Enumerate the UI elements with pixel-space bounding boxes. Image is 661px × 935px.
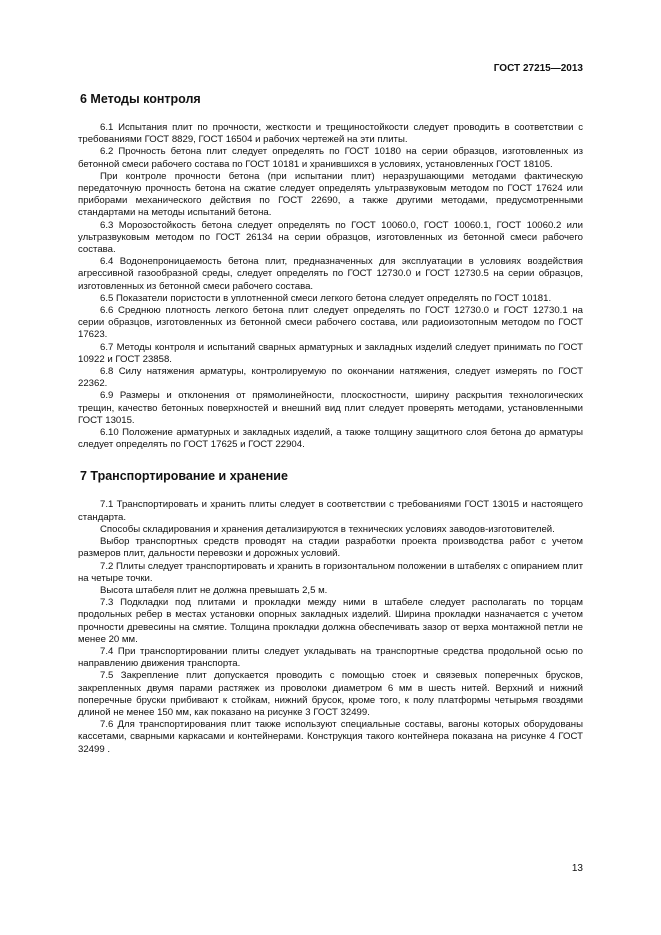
section-7-body — [78, 499, 583, 755]
paragraph: Способы складирования и хранения детализируются в технических условиях заводов-изготовителей. — [100, 523, 555, 535]
section-6-body — [78, 122, 583, 451]
paragraph: 7.5 Закрепление плит допускается проводить с помощью стоек и связевых поперечных брусков, закрепленных двумя парами растяжек из проволоки диаметром 6 мм в шесть нитей. Верхний и нижний поперечные бруски прибивают к стойкам, нижний брусок, кроме того, к полу платформы четырьмя гвоздями длиной не менее 150 мм, как показано на рисунке 3 ГОСТ 32499. — [78, 670, 583, 718]
paragraph: 7.3 Подкладки под плитами и прокладки между ними в штабеле следует располагать по торцам продольных ребер в местах установки опорных закладных изделий. Ширина прокладки назначается с учетом прочности древесины на смятие. Толщина прокладки должна обеспечивать зазор от верха монтажной петли не менее 20 мм. — [78, 597, 583, 645]
paragraph: 6.10 Положение арматурных и закладных изделий, а также толщину защитного слоя бетона до арматуры следует определять по ГОСТ 17625 и ГОСТ 22904. — [78, 427, 583, 451]
document-code: ГОСТ 27215—2013 — [493, 63, 583, 74]
section-6-title: 6 Методы контроля — [80, 92, 201, 106]
paragraph: 7.6 Для транспортирования плит также используют специальные составы, вагоны которых оборудованы кассетами, сварными каркасами и контейнерами. Конструкция такого контейнера показана на рисунке 4 ГОСТ 32499 . — [78, 719, 583, 755]
paragraph: При контроле прочности бетона (при испытании плит) неразрушающими методами фактическую передаточную прочность бетона на сжатие следует определять ультразвуковым методом по ГОСТ 17624 или приборами механического действия по ГОСТ 22690, а также другими методами, предусмотренными стандартами на методы испытаний бетона. — [78, 170, 583, 219]
paragraph: Высота штабеля плит не должна превышать 2,5 м. — [100, 584, 328, 596]
paragraph: 6.3 Морозостойкость бетона следует определять по ГОСТ 10060.0, ГОСТ 10060.1, ГОСТ 10060.2 или ультразвуковым методом по ГОСТ 26134 на серии образцов, изготовленных из бетонной смеси рабочего состава. — [78, 219, 583, 256]
paragraph: 6.4 Водонепроницаемость бетона плит, предназначенных для эксплуатации в условиях воздействия агрессивной газообразной среды, следует определять по ГОСТ 12730.0 и ГОСТ 12730.5 на серии образцов, изготовленных из бетонной смеси рабочего состава. — [78, 256, 583, 292]
page-number: 13 — [571, 863, 583, 874]
paragraph: 6.9 Размеры и отклонения от прямолинейности, плоскостности, ширину раскрытия технологических трещин, качество бетонных поверхностей и внешний вид плит следует проверять методами, установленными ГОСТ 13015. — [78, 390, 583, 426]
paragraph: 6.1 Испытания плит по прочности, жесткости и трещиностойкости следует проводить в соответствии с требованиями ГОСТ 8829, ГОСТ 16504 и рабочих чертежей на эти плиты. — [78, 122, 583, 146]
page-content — [78, 92, 583, 756]
paragraph: 6.6 Среднюю плотность легкого бетона плит следует определять по ГОСТ 12730.0 и ГОСТ 12730.1 на серии образцов, изготовленных из бетонной смеси рабочего состава, или радиоизотопным методом по ГОСТ 17623. — [78, 305, 583, 341]
paragraph: Выбор транспортных средств проводят на стадии разработки проекта производства работ с учетом размеров плит, дальности перевозки и дорожных условий. — [78, 536, 583, 560]
paragraph: 6.7 Методы контроля и испытаний сварных арматурных и закладных изделий следует принимать по ГОСТ 10922 и ГОСТ 23858. — [78, 341, 583, 365]
section-7-title: 7 Транспортирование и хранение — [80, 469, 288, 484]
paragraph: 6.5 Показатели пористости в уплотненной смеси легкого бетона следует определять по ГОСТ 10181. — [100, 292, 552, 304]
paragraph: 7.4 При транспортировании плиты следует укладывать на транспортные средства продольной осью по направлению движения транспорта. — [78, 645, 583, 670]
paragraph: 7.1 Транспортировать и хранить плиты следует в соответствии с требованиями ГОСТ 13015 и настоящего стандарта. — [78, 499, 583, 523]
paragraph: 7.2 Плиты следует транспортировать и хранить в горизонтальном положении в штабелях с опиранием плит на четыре точки. — [78, 560, 583, 584]
paragraph: 6.8 Силу натяжения арматуры, контролируемую по окончании натяжения, следует измерять по ГОСТ 22362. — [78, 366, 583, 390]
paragraph: 6.2 Прочность бетона плит следует определять по ГОСТ 10180 на серии образцов, изготовленных из бетонной смеси рабочего состава по ГОСТ 10181 и хранившихся в условиях, установленных ГОСТ 18105. — [78, 146, 583, 170]
